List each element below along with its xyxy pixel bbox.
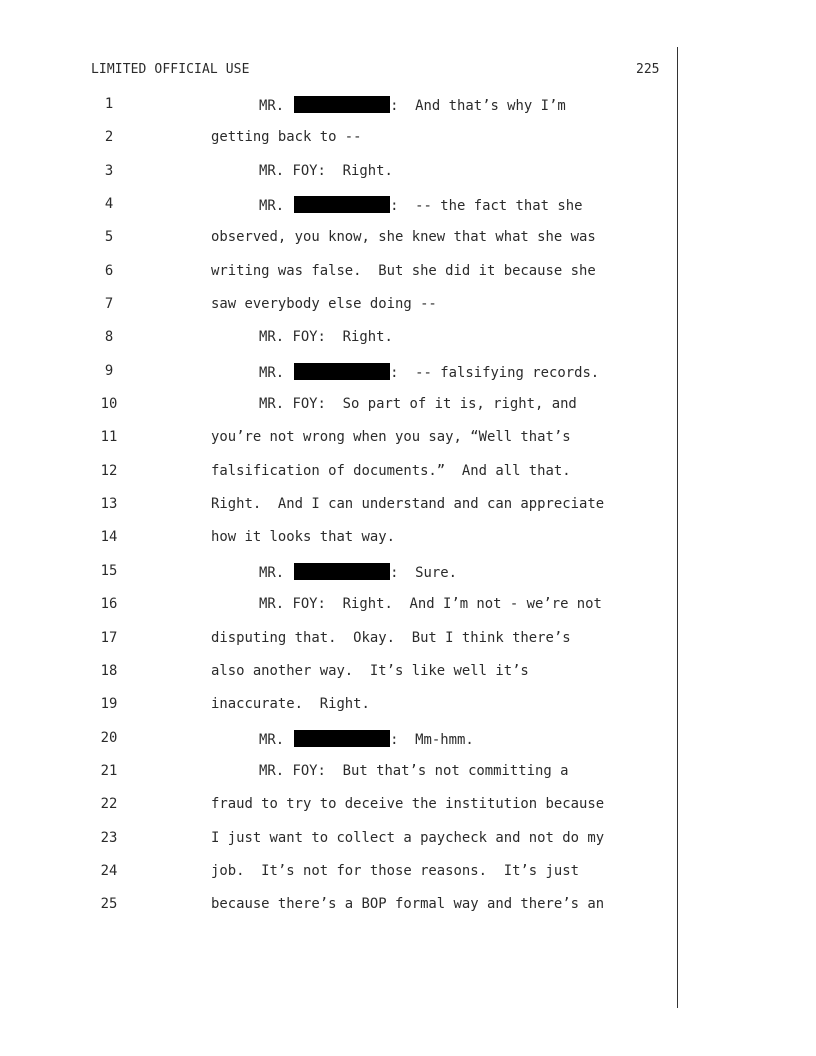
spoken-text: : And that’s why I’m [390, 98, 566, 114]
spoken-text: : Mm-hmm. [390, 731, 474, 748]
transcript-line [0, 461, 816, 494]
line-text [259, 563, 457, 581]
spoken-text: how it looks that way. [211, 529, 395, 546]
redaction-box [294, 196, 390, 213]
line-text [259, 329, 393, 345]
line-number: 19 [100, 696, 118, 713]
spoken-text: saw everybody else doing -- [211, 296, 437, 313]
spoken-text: job. It’s not for those reasons. It’s just [211, 862, 579, 879]
line-text [211, 663, 529, 679]
redaction-box [294, 563, 390, 580]
transcript-line [0, 527, 816, 560]
redaction-box [294, 363, 390, 380]
speaker-label: MR. [259, 198, 285, 215]
transcript-line [0, 628, 816, 661]
spoken-text: MR. FOY: Right. And I’m not - we’re not [259, 596, 602, 613]
line-number: 1 [104, 96, 114, 112]
transcript-line [0, 561, 816, 594]
line-number: 23 [100, 829, 118, 846]
transcript-line [0, 294, 816, 327]
transcript-line [0, 227, 816, 260]
line-number: 14 [100, 529, 118, 546]
line-text [259, 163, 393, 179]
line-text [211, 229, 596, 245]
line-number: 13 [100, 496, 118, 513]
line-number: 2 [104, 129, 114, 146]
spoken-text: disputing that. Okay. But I think there’s [211, 629, 571, 646]
spoken-text: MR. FOY: Right. [259, 329, 393, 346]
spoken-text: getting back to -- [211, 129, 362, 146]
line-text [211, 896, 604, 912]
redaction-box [294, 96, 390, 113]
transcript-line [0, 894, 816, 927]
spoken-text: also another way. It’s like well it’s [211, 662, 529, 679]
speaker-label: MR. [259, 564, 285, 581]
line-number: 12 [100, 462, 118, 479]
line-number: 9 [104, 362, 114, 379]
line-text [211, 496, 604, 512]
spoken-text: MR. FOY: So part of it is, right, and [259, 396, 577, 413]
transcript-line [0, 728, 816, 761]
transcript-line [0, 594, 816, 627]
spoken-text: MR. FOY: Right. [259, 162, 393, 179]
line-number: 11 [100, 429, 118, 446]
transcript-line [0, 161, 816, 194]
line-number: 10 [100, 396, 118, 413]
line-number: 4 [104, 196, 114, 213]
transcript-line [0, 794, 816, 827]
spoken-text: writing was false. But she did it because she [211, 262, 596, 279]
classification-header: LIMITED OFFICIAL USE [91, 62, 250, 77]
line-text [211, 429, 571, 445]
spoken-text: observed, you know, she knew that what she was [211, 229, 596, 246]
transcript-line [0, 694, 816, 727]
line-number: 3 [104, 162, 114, 179]
page-number: 225 [636, 62, 660, 77]
line-text [211, 296, 437, 312]
spoken-text: I just want to collect a paycheck and not do my [211, 829, 605, 846]
transcript-line [0, 261, 816, 294]
line-text [259, 196, 582, 214]
line-number: 22 [100, 796, 118, 813]
line-text [259, 363, 599, 381]
line-text [259, 763, 568, 779]
speaker-label: MR. [259, 731, 285, 748]
redaction-box [294, 730, 390, 747]
transcript-line [0, 861, 816, 894]
line-number: 17 [100, 629, 118, 646]
spoken-text: : -- falsifying records. [390, 364, 600, 381]
transcript-line [0, 194, 816, 227]
spoken-text: falsification of documents.” And all that. [211, 462, 571, 479]
transcript-line [0, 361, 816, 394]
line-number: 16 [100, 596, 118, 613]
line-text [211, 529, 395, 545]
transcript-line [0, 127, 816, 160]
spoken-text: : -- the fact that she [390, 198, 583, 215]
line-text [259, 396, 577, 412]
transcript-line [0, 828, 816, 861]
line-number: 21 [100, 762, 118, 779]
line-text [211, 830, 604, 846]
transcript-line [0, 327, 816, 360]
line-text [211, 630, 571, 646]
transcript-line [0, 761, 816, 794]
transcript-line [0, 494, 816, 527]
transcript-line [0, 427, 816, 460]
line-text [211, 696, 370, 712]
transcript-line [0, 94, 816, 127]
line-number: 18 [100, 662, 118, 679]
spoken-text: inaccurate. Right. [211, 696, 370, 713]
speaker-label: MR. [259, 364, 285, 381]
line-text [211, 263, 596, 279]
line-text [211, 129, 362, 145]
line-text [211, 863, 579, 879]
line-number: 5 [104, 229, 114, 246]
line-number: 8 [104, 329, 114, 346]
line-text [211, 463, 571, 479]
line-text [259, 596, 602, 612]
speaker-label: MR. [259, 98, 285, 114]
line-text [259, 96, 566, 114]
transcript-lines [0, 94, 816, 928]
line-number: 7 [104, 296, 114, 313]
line-text [211, 796, 604, 812]
line-text [259, 730, 474, 748]
line-number: 24 [100, 862, 118, 879]
spoken-text: fraud to try to deceive the institution because [211, 796, 605, 813]
spoken-text: : Sure. [390, 564, 457, 581]
transcript-line [0, 661, 816, 694]
spoken-text: you’re not wrong when you say, “Well that’s [211, 429, 571, 446]
spoken-text: Right. And I can understand and can appreciate [211, 496, 605, 513]
spoken-text: because there’s a BOP formal way and there’s an [211, 896, 605, 913]
spoken-text: MR. FOY: But that’s not committing a [259, 762, 569, 779]
line-number: 20 [100, 729, 118, 746]
transcript-line [0, 394, 816, 427]
line-number: 6 [104, 262, 114, 279]
line-number: 25 [100, 896, 118, 913]
line-number: 15 [100, 562, 118, 579]
